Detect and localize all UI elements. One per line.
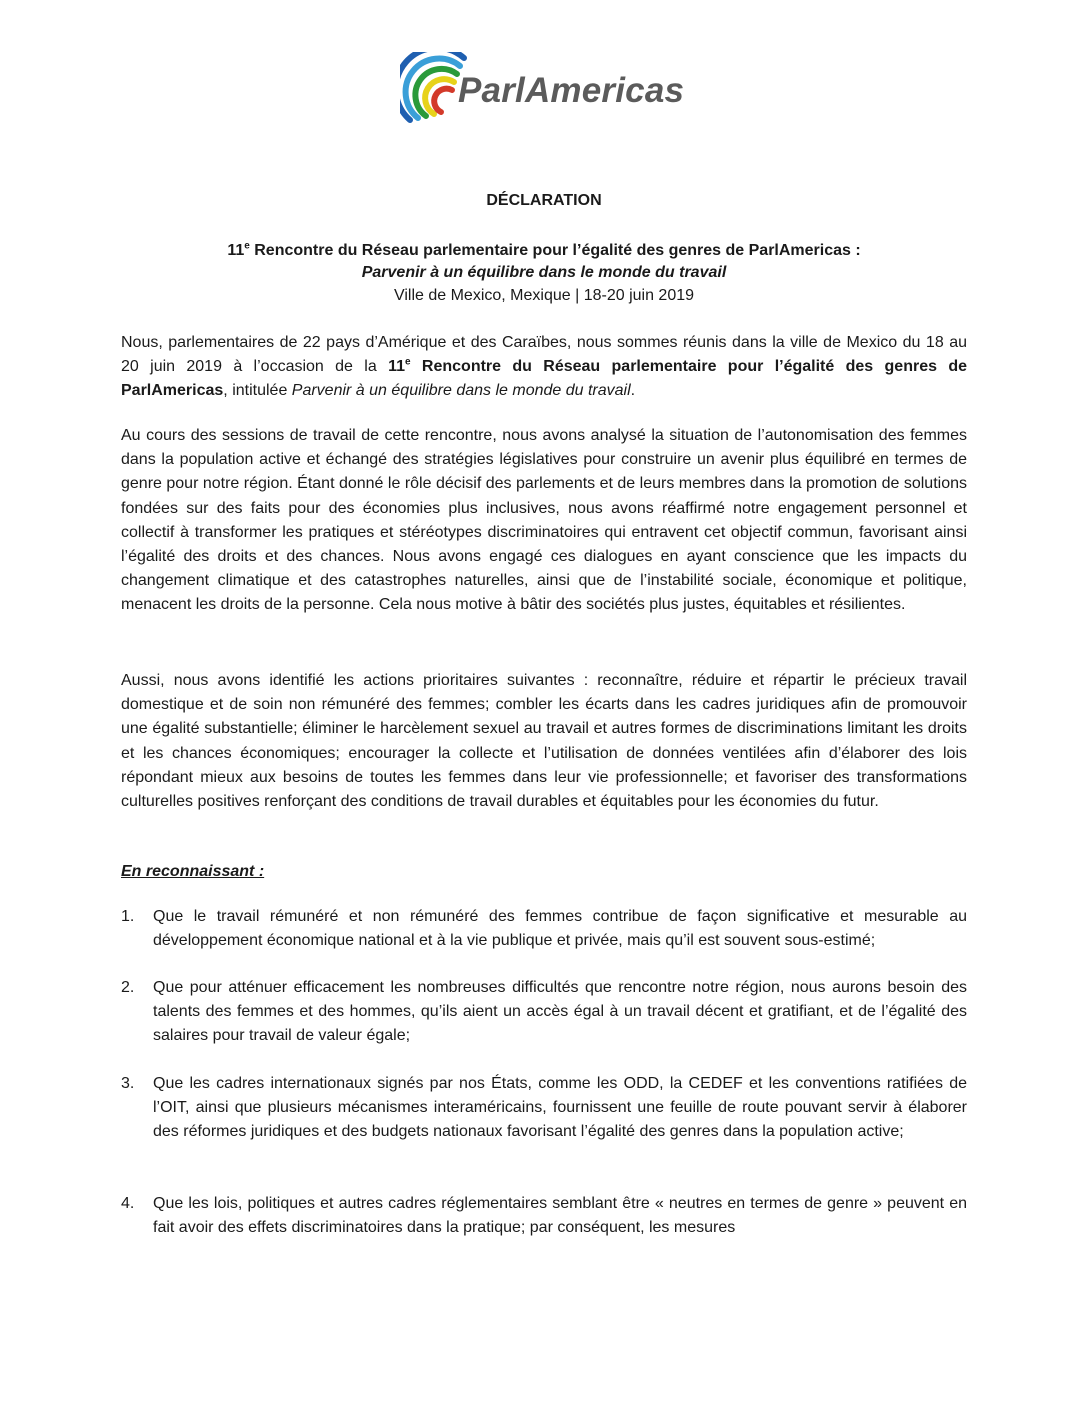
recognizing-heading: En reconnaissant : <box>121 863 265 880</box>
list-item-number: 2. <box>121 979 135 996</box>
list-item-number: 4. <box>121 1195 135 1212</box>
event-title: 11e Rencontre du Réseau parlementaire pour l’égalité des genres de ParlAmericas : <box>227 240 861 259</box>
paragraph-priorities: Aussi, nous avons identifié les actions prioritaires suivantes : reconnaître, réduire et répartir le précieux travail domestique et de soin non rémunéré des femmes; combler les écarts dans les cadres juridiques afin de promouvoir une égalité substantielle; éliminer le harcèlement sexuel au travail et autres formes de discriminations limitant les droits et les chances économiques; encourager la collecte et l’utilisation de données ventilées afin d’élaborer des lois répondant mieux aux besoins de toutes les femmes dans leur vie professionnelle; et favoriser des transformations culturelles positives renforçant des conditions de travail durables et équitables pour les économies du futur. <box>121 672 967 811</box>
list-item-text: Que les cadres internationaux signés par nos États, comme les ODD, la CEDEF et les conventions ratifiées de l’OIT, ainsi que plusieurs mécanismes interaméricains, fournissent une feuille de route pouvant servir à élaborer des réformes juridiques et des budgets nationaux favorisant l’égalité des genres dans la population active; <box>153 1075 967 1141</box>
event-place-date: Ville de Mexico, Mexique | 18-20 juin 2019 <box>393 287 695 304</box>
list-item-number: 3. <box>121 1075 135 1092</box>
list-item-text: Que les lois, politiques et autres cadres réglementaires semblant être « neutres en termes de genre » peuvent en fait avoir des effets discriminatoires dans la pratique; par conséquent, les mesures <box>153 1195 967 1237</box>
parlamericas-logo <box>400 52 720 128</box>
logo-text: ParlAmericas <box>458 71 685 110</box>
document-title: DÉCLARATION <box>486 192 602 209</box>
intro-paragraph: Nous, parlementaires de 22 pays d’Amérique et des Caraïbes, nous sommes réunis dans la ville de Mexico du 18 au 20 juin 2019 à l’occasion de la 11e Rencontre du Réseau parlementaire pour l’égalité des genres de ParlAmericas, intitulée Parvenir à un équilibre dans le monde du travail. <box>121 334 968 400</box>
event-subtitle: Parvenir à un équilibre dans le monde du travail <box>361 264 727 281</box>
list-item-number: 1. <box>121 908 135 925</box>
list-item-text: Que le travail rémunéré et non rémunéré des femmes contribue de façon significative et mesurable au développement économique national et à la vie publique et privée, mais qu’il est souvent sous-estimé; <box>153 908 967 950</box>
list-item-text: Que pour atténuer efficacement les nombreuses difficultés que rencontre notre région, nous aurons besoin des talents des femmes et des hommes, qu’ils aient un accès égal à un travail décent et gratifiant, et de l’égalité des salaires pour travail de valeur égale; <box>153 979 967 1045</box>
paragraph-sessions: Au cours des sessions de travail de cette rencontre, nous avons analysé la situation de l’autonomisation des femmes dans la population active et échangé des stratégies législatives pour construire un avenir plus équilibré en termes de genre pour notre région. Étant donné le rôle décisif des parlements et de leurs membres dans la promotion de solutions fondées sur des faits pour des économies plus inclusives, nous avons réaffirmé notre engagement personnel et collectif à transformer les pratiques et stéréotypes discriminatoires qui entravent cet objectif commun, favorisant ainsi l’égalité des droits et des chances. Nous avons engagé ces dialogues en ayant conscience que les impacts du changement climatique et des catastrophes naturelles, ainsi que de l’instabilité sociale, économique et politique, menacent les droits de la personne. Cela nous motive à bâtir des sociétés plus justes, équitables et résilientes. <box>121 427 967 614</box>
